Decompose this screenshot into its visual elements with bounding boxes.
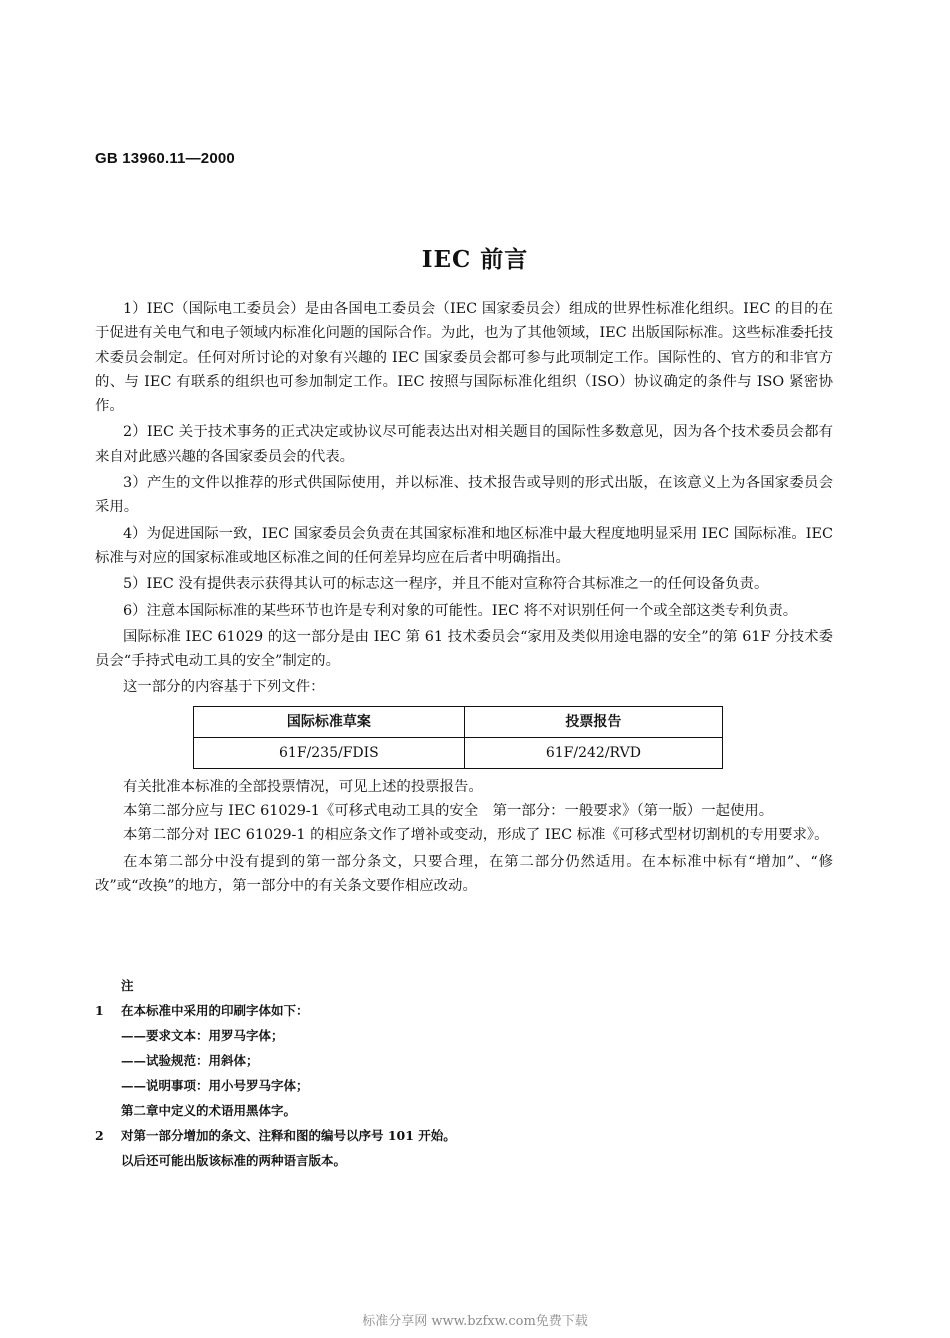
table-header-fdis: 国际标准草案 [194,706,465,737]
notes-section [95,973,456,1173]
note-1-item-1: ——要求文本：用罗马字体； [121,1028,284,1043]
table-row [194,737,723,768]
note-2-text: 对第一部分增加的条文、注释和图的编号以序号 101 开始。 [121,1128,456,1143]
note-1-number: 1 [95,1003,104,1018]
table-header-row [194,706,723,737]
table-cell-fdis: 61F/235/FDIS [194,737,465,768]
note-1-item-3: ——说明事项：用小号罗马字体； [121,1078,309,1093]
paragraph-approval: 有关批准本标准的全部投票情况，可见上述的投票报告。 [123,778,483,795]
paragraph-6: 6）注意本国际标准的某些环节也许是专利对象的可能性。IEC 将不对识别任何一个或全部这类专利负责。 [123,602,798,619]
paragraph-1: 1）IEC（国际电工委员会）是由各国电工委员会（IEC 国家委员会）组成的世界性标准化组织。IEC 的目的在于促进有关电气和电子领域内标准化问题的国际合作。为此，也为了其他领域，IEC 出版国际标准。这些标准委托技术委员会制定。任何对所讨论的对象有兴趣的 IEC 国家委员会都可参与此项制定工作。国际性的、官方的和非官方的、与 IEC 有联系的组织也可参加制定工作。IEC 按照与国际标准化组织（ISO）协议确定的条件与 ISO 紧密协作。 [95,301,833,415]
page-title: IEC 前言 [421,246,529,273]
paragraph-supplement: 本第二部分对 IEC 61029-1 的相应条文作了增补或变动，形成了 IEC 标准《可移式型材切割机的专用要求》。 [123,827,829,844]
paragraph-use-with: 本第二部分应与 IEC 61029-1《可移式电动工具的安全 第一部分：一般要求》（第一版）一起使用。 [123,803,774,820]
paragraph-4: 4）为促进国际一致，IEC 国家委员会负责在其国家标准和地区标准中最大程度地明显采用 IEC 国际标准。IEC 标准与对应的国家标准或地区标准之间的任何差异均应在后者中明确指出。 [95,525,833,566]
paragraph-based-on: 这一部分的内容基于下列文件： [123,679,325,696]
note-1-item-2: ——试验规范：用斜体； [121,1053,259,1068]
note-1 [95,998,456,1023]
paragraph-2: 2）IEC 关于技术事务的正式决定或协议尽可能表达出对相关题目的国际性多数意见，因为各个技术委员会都有来自对此感兴趣的各国家委员会的代表。 [95,424,833,465]
footer-watermark: 标准分享网 www.bzfxw.com免费下载 [362,1314,588,1329]
notes-heading: 注 [121,978,134,993]
paragraph-3: 3）产生的文件以推荐的形式供国际使用，并以标准、技术报告或导则的形式出版，在该意义上为各国家委员会采用。 [95,475,833,516]
standard-code: GB 13960.11—2000 [95,150,235,167]
note-1-text: 在本标准中采用的印刷字体如下： [121,1003,309,1018]
paragraph-5: 5）IEC 没有提供表示获得其认可的标志这一程序，并且不能对宣称符合其标准之一的任何设备负责。 [123,576,769,593]
table-header-rvd: 投票报告 [464,706,722,737]
paragraph-origin: 国际标准 IEC 61029 的这一部分是由 IEC 第 61 技术委员会“家用及类似用途电器的安全”的第 61F 分技术委员会“手持式电动工具的安全”制定的。 [95,628,833,670]
note-2 [95,1123,456,1148]
documents-table [193,706,723,769]
foreword-body [95,297,833,898]
paragraph-applicability: 在本第二部分中没有提到的第一部分条文，只要合理，在第二部分仍然适用。在本标准中标有“增加”、“修改”或“改换”的地方，第一部分中的有关条文要作相应改动。 [95,853,833,894]
table-cell-rvd: 61F/242/RVD [464,737,722,768]
note-2-extra: 以后还可能出版该标准的两种语言版本。 [121,1153,347,1168]
note-2-number: 2 [95,1128,104,1143]
note-1-extra: 第二章中定义的术语用黑体字。 [121,1103,297,1118]
